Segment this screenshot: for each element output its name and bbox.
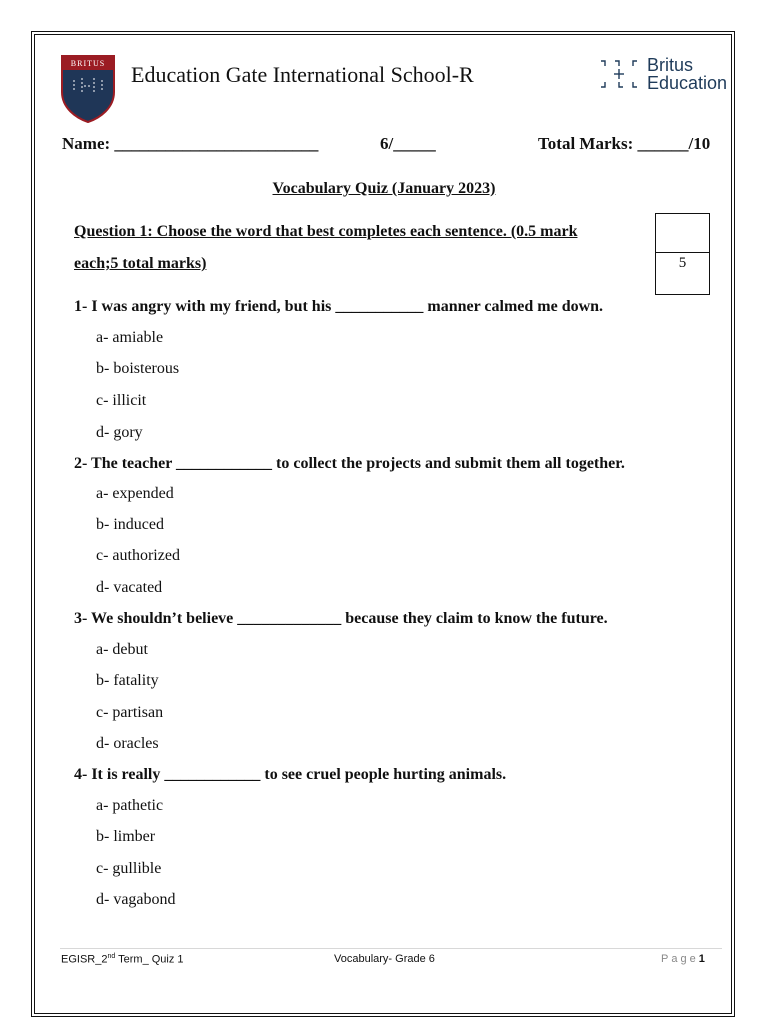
- option-2b: b- induced: [96, 516, 164, 533]
- brand-line-2: Education: [647, 73, 728, 93]
- total-marks-label: Total Marks:: [538, 134, 634, 153]
- school-crest-icon: [60, 54, 116, 124]
- question-1-instructions-line-2: each;5 total marks): [74, 255, 207, 272]
- footer-divider: [60, 948, 722, 949]
- option-3c: c- partisan: [96, 704, 164, 721]
- option-2d: d- vacated: [96, 579, 163, 596]
- name-blank: ________________________: [114, 134, 319, 153]
- brand-line-1: Britus: [647, 55, 694, 75]
- question-1-instructions-line-1: Question 1: Choose the word that best completes each sentence. (0.5 mark: [74, 223, 578, 240]
- total-marks-value: ______/10: [637, 134, 711, 153]
- option-3a: a- debut: [96, 641, 148, 658]
- option-1a: a- amiable: [96, 329, 164, 346]
- marks-box-divider: [656, 252, 709, 253]
- footer-page-label: Page: [661, 953, 699, 965]
- option-1b: b- boisterous: [96, 360, 180, 377]
- quiz-title: Vocabulary Quiz (January 2023): [272, 180, 496, 197]
- question-2-text: 2- The teacher ____________ to collect the projects and submit them all together.: [74, 455, 625, 472]
- option-2c: c- authorized: [96, 547, 180, 564]
- total-marks-field: [538, 134, 710, 154]
- britus-mark-icon: [597, 56, 641, 92]
- question-1-text: 1- I was angry with my friend, but his ___________ manner calmed me down.: [74, 298, 604, 315]
- footer-page-number: 1: [698, 953, 705, 965]
- option-4d: d- vagabond: [96, 891, 176, 908]
- option-4a: a- pathetic: [96, 797, 164, 814]
- question-4-text: 4- It is really ____________ to see cruel people hurting animals.: [74, 766, 507, 783]
- marks-box-score: 5: [678, 255, 687, 271]
- name-field: [62, 134, 318, 154]
- question-3-text: 3- We shouldn’t believe _____________ because they claim to know the future.: [74, 610, 608, 627]
- marks-box: [655, 213, 710, 295]
- option-1c: c- illicit: [96, 392, 147, 409]
- option-4b: b- limber: [96, 828, 156, 845]
- option-3b: b- fatality: [96, 672, 159, 689]
- option-1d: d- gory: [96, 424, 143, 441]
- footer-page: [661, 953, 705, 965]
- option-4c: c- gullible: [96, 860, 162, 877]
- footer-term-suffix: Term_ Quiz 1: [115, 953, 184, 966]
- footer-subject: Vocabulary- Grade 6: [334, 953, 435, 965]
- footer-term-prefix: EGISR_2: [61, 953, 108, 966]
- crest-label: BRITUS: [70, 59, 106, 68]
- option-3d: d- oracles: [96, 735, 159, 752]
- footer-term-sup: nd: [107, 953, 116, 960]
- name-label: Name:: [62, 134, 111, 153]
- britus-education-logo: [597, 56, 732, 96]
- grade-field: 6/_____: [380, 134, 436, 153]
- school-name: Education Gate International School-R: [131, 62, 474, 87]
- option-2a: a- expended: [96, 485, 174, 502]
- footer-term-label: [61, 953, 184, 966]
